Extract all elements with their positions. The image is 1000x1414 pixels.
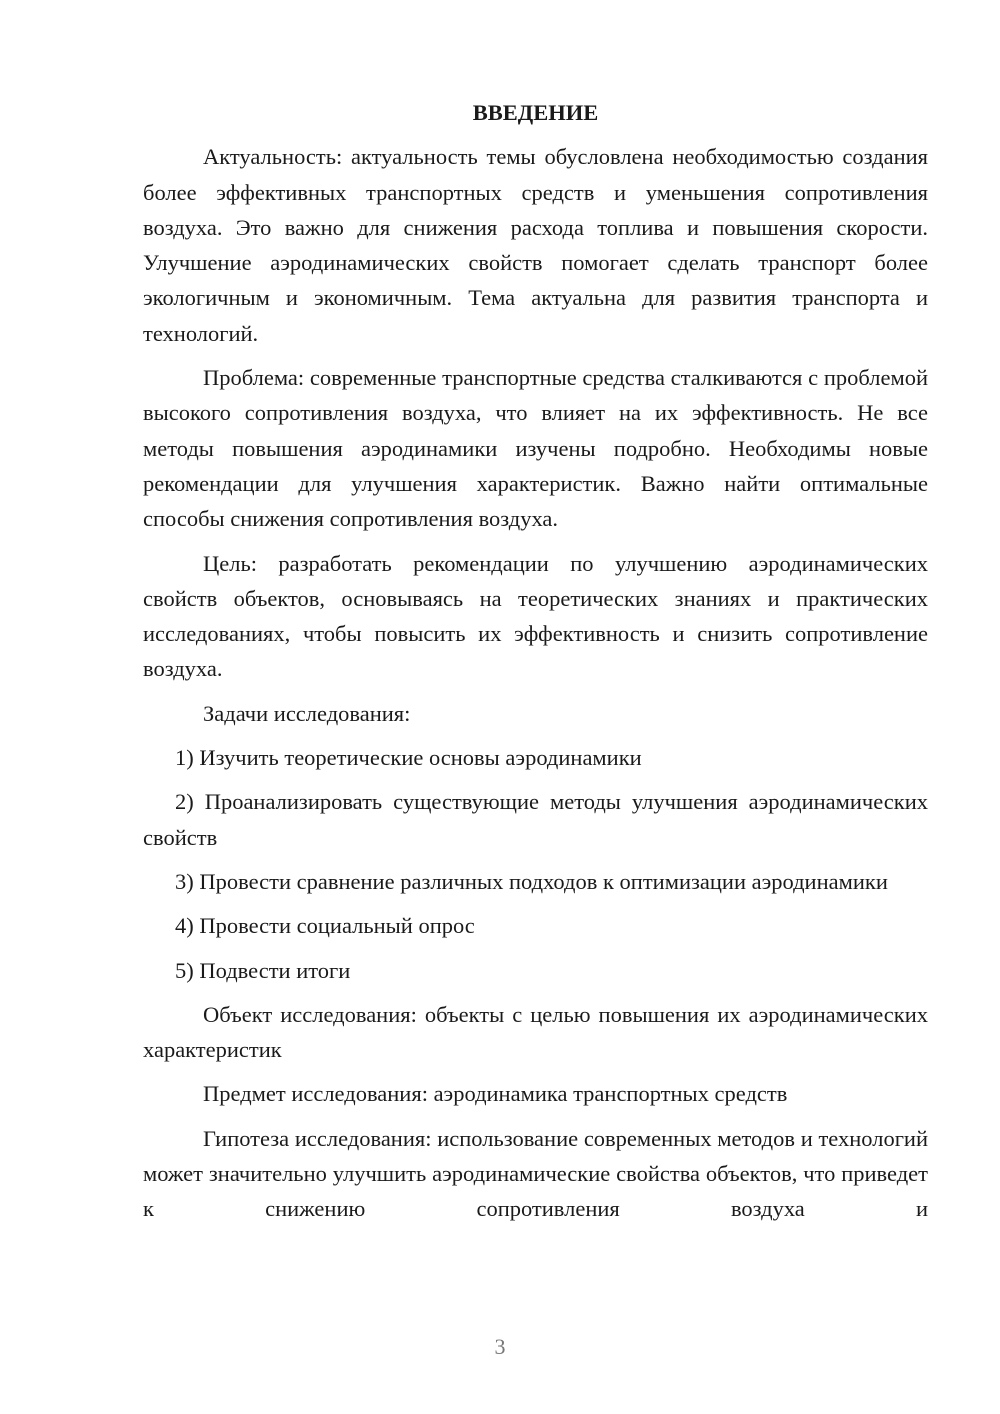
tasks-heading: Задачи исследования: [203,700,411,726]
task-item-3: 3) Провести сравнение различных подходов к оптимизации аэродинамики [175,868,888,894]
page-title: ВВЕДЕНИЕ [472,100,599,125]
task-item-2: 2) Проанализировать существующие методы улучшения аэродинамических свойств [143,789,928,850]
relevance-paragraph: Актуальность: актуальность темы обусловлена необходимостью создания более эффективных транспортных средств и уменьшения сопротивления воздуха. Это важно для снижения расхода топлива и повышения скорости. Улучшение аэродинамических свойств помогает сделать транспорт более экологичным и экономичным. Тема актуальна для развития транспорта и технологий. [143,144,928,346]
page-content [143,95,928,1227]
object-paragraph: Объект исследования: объекты с целью повышения их аэродинамических характеристик [143,1001,928,1063]
task-item-1: 1) Изучить теоретические основы аэродинамики [175,745,642,771]
subject-paragraph: Предмет исследования: аэродинамика транспортных средств [203,1081,788,1107]
page-number: 3 [494,1334,506,1359]
goal-paragraph: Цель: разработать рекомендации по улучшению аэродинамических свойств объектов, основываясь на теоретических знаниях и практических исследованиях, чтобы повысить их эффективность и снизить сопротивление воздуха. [143,550,928,682]
task-item-5: 5) Подвести итоги [175,957,351,983]
task-item-4: 4) Провести социальный опрос [175,913,475,939]
problem-paragraph: Проблема: современные транспортные средства сталкиваются с проблемой высокого сопротивления воздуха, что влияет на их эффективность. Не все методы повышения аэродинамики изучены подробно. Необходимы новые рекомендации для улучшения характеристик. Важно найти оптимальные способы снижения сопротивления воздуха. [143,365,928,532]
hypothesis-paragraph: Гипотеза исследования: использование современных методов и технологий может значительно улучшить аэродинамические свойства объектов, что приведет к снижению сопротивления воздуха и [143,1125,928,1222]
